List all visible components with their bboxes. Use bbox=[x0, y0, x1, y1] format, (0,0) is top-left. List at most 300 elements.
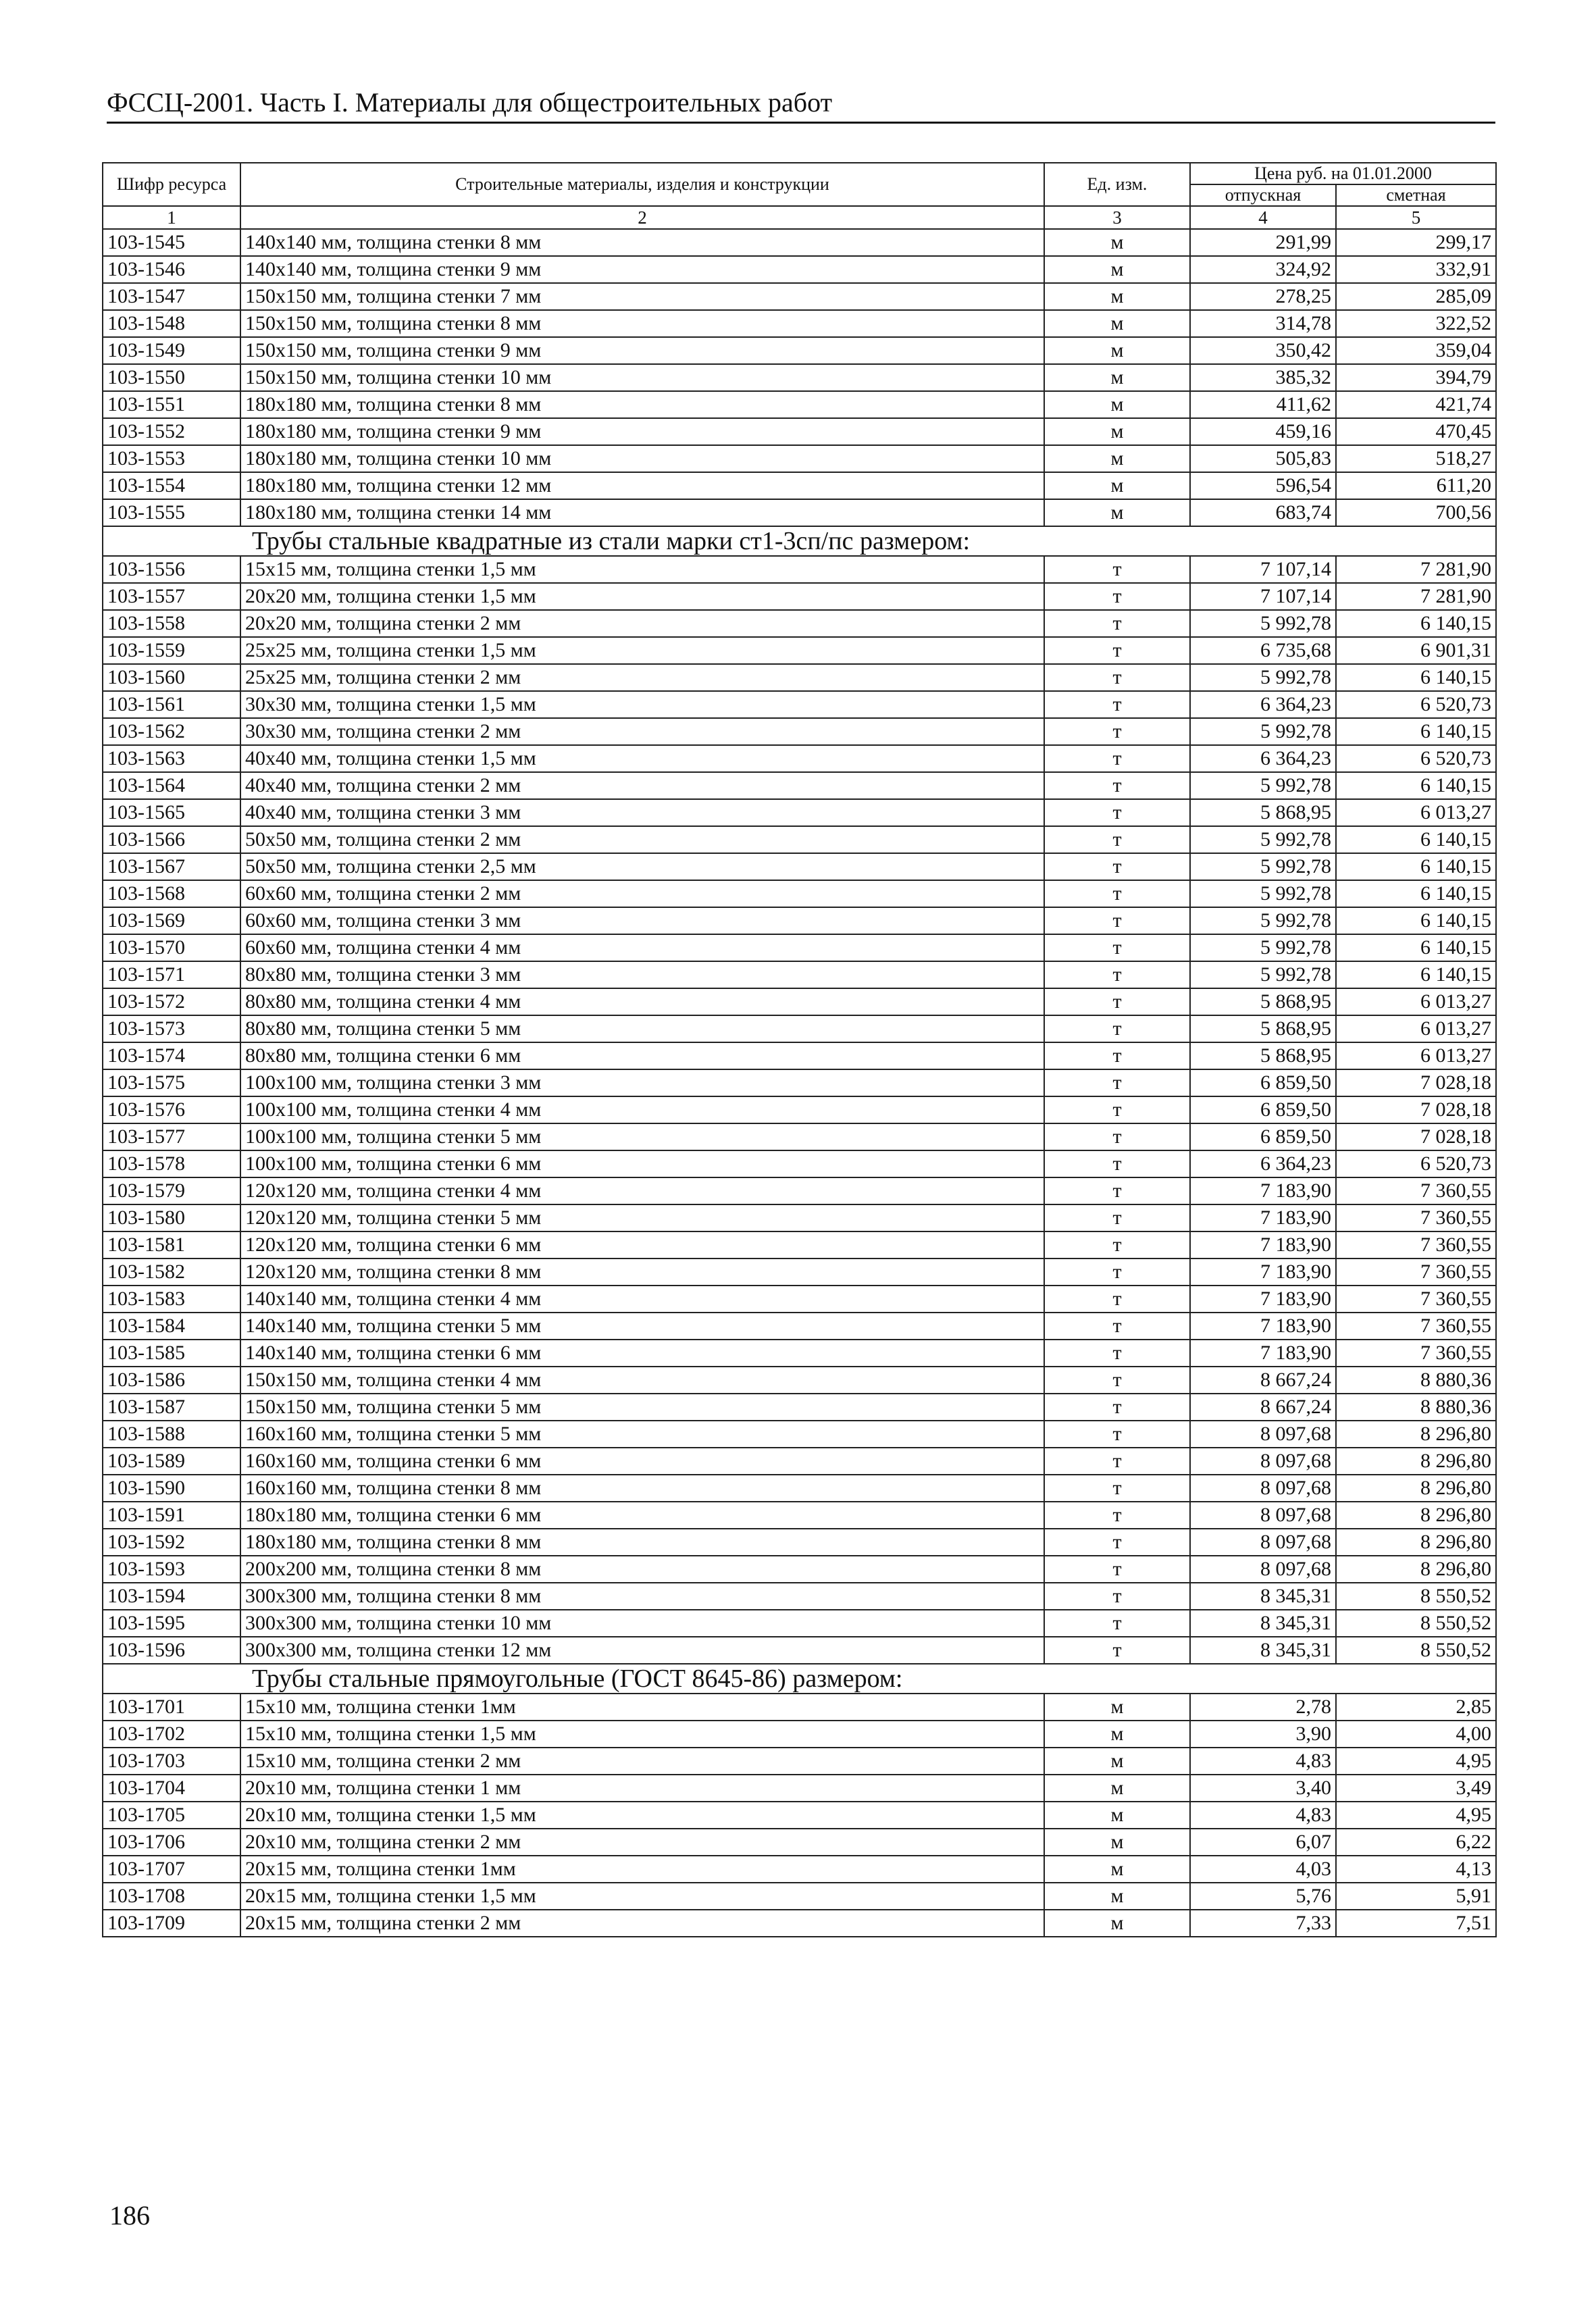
release-price-cell: 5 992,78 bbox=[1190, 907, 1336, 934]
release-price-cell: 7 183,90 bbox=[1190, 1231, 1336, 1259]
estimate-price-cell: 8 550,52 bbox=[1336, 1610, 1496, 1637]
estimate-price-cell: 6 140,15 bbox=[1336, 961, 1496, 988]
table-row bbox=[103, 1583, 1496, 1610]
table-row bbox=[103, 1394, 1496, 1421]
release-price-cell: 6 364,23 bbox=[1190, 745, 1336, 772]
description-cell: 160x160 мм, толщина стенки 5 мм bbox=[240, 1421, 1044, 1448]
description-cell: 80x80 мм, толщина стенки 3 мм bbox=[240, 961, 1044, 988]
description-cell: 40x40 мм, толщина стенки 1,5 мм bbox=[240, 745, 1044, 772]
unit-cell: т bbox=[1044, 1204, 1190, 1231]
release-price-cell: 683,74 bbox=[1190, 499, 1336, 526]
resource-code-cell: 103-1594 bbox=[103, 1583, 240, 1610]
unit-cell: м bbox=[1044, 1910, 1190, 1937]
estimate-price-cell: 8 296,80 bbox=[1336, 1448, 1496, 1475]
unit-cell: м bbox=[1044, 1883, 1190, 1910]
table-row bbox=[103, 853, 1496, 880]
resource-code-cell: 103-1561 bbox=[103, 691, 240, 718]
table-row bbox=[103, 1502, 1496, 1529]
description-cell: 40x40 мм, толщина стенки 3 мм bbox=[240, 799, 1044, 826]
table-row bbox=[103, 1883, 1496, 1910]
table-row bbox=[103, 718, 1496, 745]
description-cell: 150x150 мм, толщина стенки 4 мм bbox=[240, 1367, 1044, 1394]
column-header-release-price: отпускная bbox=[1190, 184, 1336, 206]
estimate-price-cell: 394,79 bbox=[1336, 364, 1496, 391]
release-price-cell: 7,33 bbox=[1190, 1910, 1336, 1937]
description-cell: 15x10 мм, толщина стенки 1,5 мм bbox=[240, 1721, 1044, 1748]
release-price-cell: 5 868,95 bbox=[1190, 799, 1336, 826]
table-row bbox=[103, 772, 1496, 799]
unit-cell: м bbox=[1044, 256, 1190, 283]
unit-cell: м bbox=[1044, 472, 1190, 499]
resource-code-cell: 103-1595 bbox=[103, 1610, 240, 1637]
estimate-price-cell: 8 296,80 bbox=[1336, 1475, 1496, 1502]
resource-code-cell: 103-1562 bbox=[103, 718, 240, 745]
estimate-price-cell: 8 550,52 bbox=[1336, 1637, 1496, 1664]
resource-code-cell: 103-1577 bbox=[103, 1123, 240, 1150]
description-cell: 150x150 мм, толщина стенки 10 мм bbox=[240, 364, 1044, 391]
unit-cell: м bbox=[1044, 310, 1190, 337]
resource-code-cell: 103-1579 bbox=[103, 1177, 240, 1204]
estimate-price-cell: 7 360,55 bbox=[1336, 1204, 1496, 1231]
release-price-cell: 5,76 bbox=[1190, 1883, 1336, 1910]
column-number: 4 bbox=[1190, 206, 1336, 229]
description-cell: 150x150 мм, толщина стенки 9 мм bbox=[240, 337, 1044, 364]
unit-cell: м bbox=[1044, 499, 1190, 526]
release-price-cell: 6 735,68 bbox=[1190, 637, 1336, 664]
description-cell: 15x10 мм, толщина стенки 2 мм bbox=[240, 1748, 1044, 1775]
resource-code-cell: 103-1587 bbox=[103, 1394, 240, 1421]
estimate-price-cell: 7,51 bbox=[1336, 1910, 1496, 1937]
unit-cell: т bbox=[1044, 1177, 1190, 1204]
description-cell: 40x40 мм, толщина стенки 2 мм bbox=[240, 772, 1044, 799]
resource-code-cell: 103-1558 bbox=[103, 610, 240, 637]
resource-code-cell: 103-1709 bbox=[103, 1910, 240, 1937]
resource-code-cell: 103-1582 bbox=[103, 1259, 240, 1286]
unit-cell: т bbox=[1044, 1475, 1190, 1502]
unit-cell: м bbox=[1044, 1829, 1190, 1856]
release-price-cell: 7 183,90 bbox=[1190, 1313, 1336, 1340]
description-cell: 300x300 мм, толщина стенки 8 мм bbox=[240, 1583, 1044, 1610]
unit-cell: м bbox=[1044, 337, 1190, 364]
release-price-cell: 7 183,90 bbox=[1190, 1259, 1336, 1286]
release-price-cell: 5 992,78 bbox=[1190, 934, 1336, 961]
release-price-cell: 5 992,78 bbox=[1190, 610, 1336, 637]
resource-code-cell: 103-1589 bbox=[103, 1448, 240, 1475]
unit-cell: м bbox=[1044, 364, 1190, 391]
description-cell: 120x120 мм, толщина стенки 6 мм bbox=[240, 1231, 1044, 1259]
unit-cell: т bbox=[1044, 772, 1190, 799]
column-number: 5 bbox=[1336, 206, 1496, 229]
release-price-cell: 596,54 bbox=[1190, 472, 1336, 499]
unit-cell: м bbox=[1044, 391, 1190, 418]
description-cell: 180x180 мм, толщина стенки 14 мм bbox=[240, 499, 1044, 526]
unit-cell: т bbox=[1044, 664, 1190, 691]
estimate-price-cell: 8 296,80 bbox=[1336, 1529, 1496, 1556]
unit-cell: т bbox=[1044, 1637, 1190, 1664]
resource-code-cell: 103-1553 bbox=[103, 445, 240, 472]
table-row bbox=[103, 418, 1496, 445]
release-price-cell: 5 992,78 bbox=[1190, 853, 1336, 880]
resource-code-cell: 103-1563 bbox=[103, 745, 240, 772]
description-cell: 140x140 мм, толщина стенки 8 мм bbox=[240, 229, 1044, 256]
description-cell: 100x100 мм, толщина стенки 6 мм bbox=[240, 1150, 1044, 1177]
table-row bbox=[103, 283, 1496, 310]
release-price-cell: 324,92 bbox=[1190, 256, 1336, 283]
resource-code-cell: 103-1570 bbox=[103, 934, 240, 961]
column-header-price-group: Цена руб. на 01.01.2000 bbox=[1190, 163, 1496, 184]
release-price-cell: 8 345,31 bbox=[1190, 1637, 1336, 1664]
resource-code-cell: 103-1571 bbox=[103, 961, 240, 988]
estimate-price-cell: 7 360,55 bbox=[1336, 1313, 1496, 1340]
release-price-cell: 5 992,78 bbox=[1190, 880, 1336, 907]
unit-cell: т bbox=[1044, 1150, 1190, 1177]
resource-code-cell: 103-1584 bbox=[103, 1313, 240, 1340]
estimate-price-cell: 7 281,90 bbox=[1336, 583, 1496, 610]
unit-cell: м bbox=[1044, 283, 1190, 310]
resource-code-cell: 103-1590 bbox=[103, 1475, 240, 1502]
table-row bbox=[103, 337, 1496, 364]
unit-cell: т bbox=[1044, 880, 1190, 907]
estimate-price-cell: 470,45 bbox=[1336, 418, 1496, 445]
table-row bbox=[103, 1042, 1496, 1069]
estimate-price-cell: 332,91 bbox=[1336, 256, 1496, 283]
release-price-cell: 5 992,78 bbox=[1190, 826, 1336, 853]
unit-cell: т bbox=[1044, 556, 1190, 583]
estimate-price-cell: 8 296,80 bbox=[1336, 1421, 1496, 1448]
release-price-cell: 8 097,68 bbox=[1190, 1448, 1336, 1475]
release-price-cell: 505,83 bbox=[1190, 445, 1336, 472]
estimate-price-cell: 6 140,15 bbox=[1336, 826, 1496, 853]
estimate-price-cell: 6 901,31 bbox=[1336, 637, 1496, 664]
estimate-price-cell: 6 140,15 bbox=[1336, 907, 1496, 934]
unit-cell: т bbox=[1044, 988, 1190, 1015]
resource-code-cell: 103-1588 bbox=[103, 1421, 240, 1448]
estimate-price-cell: 3,49 bbox=[1336, 1775, 1496, 1802]
description-cell: 140x140 мм, толщина стенки 6 мм bbox=[240, 1340, 1044, 1367]
estimate-price-cell: 285,09 bbox=[1336, 283, 1496, 310]
release-price-cell: 459,16 bbox=[1190, 418, 1336, 445]
resource-code-cell: 103-1549 bbox=[103, 337, 240, 364]
table-row bbox=[103, 256, 1496, 283]
estimate-price-cell: 7 360,55 bbox=[1336, 1286, 1496, 1313]
section-heading: Трубы стальные квадратные из стали марки ст1-3сп/пс размером: bbox=[103, 526, 1496, 556]
description-cell: 20x15 мм, толщина стенки 1мм bbox=[240, 1856, 1044, 1883]
release-price-cell: 7 183,90 bbox=[1190, 1286, 1336, 1313]
table-row bbox=[103, 1610, 1496, 1637]
estimate-price-cell: 359,04 bbox=[1336, 337, 1496, 364]
table-row bbox=[103, 1231, 1496, 1259]
resource-code-cell: 103-1583 bbox=[103, 1286, 240, 1313]
release-price-cell: 4,83 bbox=[1190, 1802, 1336, 1829]
unit-cell: т bbox=[1044, 1096, 1190, 1123]
table-row bbox=[103, 1367, 1496, 1394]
description-cell: 140x140 мм, толщина стенки 9 мм bbox=[240, 256, 1044, 283]
resource-code-cell: 103-1703 bbox=[103, 1748, 240, 1775]
table-row bbox=[103, 1421, 1496, 1448]
description-cell: 180x180 мм, толщина стенки 10 мм bbox=[240, 445, 1044, 472]
estimate-price-cell: 4,95 bbox=[1336, 1802, 1496, 1829]
table-row bbox=[103, 499, 1496, 526]
resource-code-cell: 103-1707 bbox=[103, 1856, 240, 1883]
estimate-price-cell: 6,22 bbox=[1336, 1829, 1496, 1856]
description-cell: 140x140 мм, толщина стенки 5 мм bbox=[240, 1313, 1044, 1340]
description-cell: 120x120 мм, толщина стенки 5 мм bbox=[240, 1204, 1044, 1231]
unit-cell: т bbox=[1044, 1123, 1190, 1150]
description-cell: 120x120 мм, толщина стенки 4 мм bbox=[240, 1177, 1044, 1204]
description-cell: 300x300 мм, толщина стенки 10 мм bbox=[240, 1610, 1044, 1637]
resource-code-cell: 103-1706 bbox=[103, 1829, 240, 1856]
release-price-cell: 5 992,78 bbox=[1190, 961, 1336, 988]
description-cell: 20x15 мм, толщина стенки 1,5 мм bbox=[240, 1883, 1044, 1910]
resource-code-cell: 103-1581 bbox=[103, 1231, 240, 1259]
description-cell: 180x180 мм, толщина стенки 6 мм bbox=[240, 1502, 1044, 1529]
table-row bbox=[103, 1910, 1496, 1937]
release-price-cell: 8 345,31 bbox=[1190, 1610, 1336, 1637]
table-row bbox=[103, 1775, 1496, 1802]
unit-cell: т bbox=[1044, 1502, 1190, 1529]
description-cell: 20x20 мм, толщина стенки 2 мм bbox=[240, 610, 1044, 637]
resource-code-cell: 103-1546 bbox=[103, 256, 240, 283]
unit-cell: м bbox=[1044, 1802, 1190, 1829]
table-row bbox=[103, 1694, 1496, 1721]
resource-code-cell: 103-1702 bbox=[103, 1721, 240, 1748]
description-cell: 60x60 мм, толщина стенки 3 мм bbox=[240, 907, 1044, 934]
resource-code-cell: 103-1568 bbox=[103, 880, 240, 907]
table-row bbox=[103, 907, 1496, 934]
table-row bbox=[103, 1721, 1496, 1748]
estimate-price-cell: 7 360,55 bbox=[1336, 1177, 1496, 1204]
unit-cell: м bbox=[1044, 229, 1190, 256]
estimate-price-cell: 4,13 bbox=[1336, 1856, 1496, 1883]
release-price-cell: 8 097,68 bbox=[1190, 1421, 1336, 1448]
table-row bbox=[103, 1123, 1496, 1150]
description-cell: 60x60 мм, толщина стенки 2 мм bbox=[240, 880, 1044, 907]
release-price-cell: 7 183,90 bbox=[1190, 1177, 1336, 1204]
description-cell: 20x20 мм, толщина стенки 1,5 мм bbox=[240, 583, 1044, 610]
column-number: 1 bbox=[103, 206, 240, 229]
description-cell: 25x25 мм, толщина стенки 2 мм bbox=[240, 664, 1044, 691]
release-price-cell: 350,42 bbox=[1190, 337, 1336, 364]
unit-cell: т bbox=[1044, 1583, 1190, 1610]
release-price-cell: 6 364,23 bbox=[1190, 1150, 1336, 1177]
table-row bbox=[103, 1204, 1496, 1231]
description-cell: 20x10 мм, толщина стенки 1 мм bbox=[240, 1775, 1044, 1802]
release-price-cell: 7 107,14 bbox=[1190, 556, 1336, 583]
description-cell: 120x120 мм, толщина стенки 8 мм bbox=[240, 1259, 1044, 1286]
unit-cell: м bbox=[1044, 1748, 1190, 1775]
estimate-price-cell: 421,74 bbox=[1336, 391, 1496, 418]
column-header-code: Шифр ресурса bbox=[103, 163, 240, 206]
column-number: 3 bbox=[1044, 206, 1190, 229]
column-header-unit: Ед. изм. bbox=[1044, 163, 1190, 206]
estimate-price-cell: 8 880,36 bbox=[1336, 1367, 1496, 1394]
estimate-price-cell: 6 140,15 bbox=[1336, 880, 1496, 907]
unit-cell: т bbox=[1044, 799, 1190, 826]
table-row bbox=[103, 664, 1496, 691]
unit-cell: т bbox=[1044, 610, 1190, 637]
table-row bbox=[103, 691, 1496, 718]
unit-cell: т bbox=[1044, 1015, 1190, 1042]
table-row bbox=[103, 826, 1496, 853]
description-cell: 180x180 мм, толщина стенки 9 мм bbox=[240, 418, 1044, 445]
resource-code-cell: 103-1574 bbox=[103, 1042, 240, 1069]
release-price-cell: 6 364,23 bbox=[1190, 691, 1336, 718]
unit-cell: м bbox=[1044, 1694, 1190, 1721]
estimate-price-cell: 4,00 bbox=[1336, 1721, 1496, 1748]
description-cell: 300x300 мм, толщина стенки 12 мм bbox=[240, 1637, 1044, 1664]
resource-code-cell: 103-1578 bbox=[103, 1150, 240, 1177]
estimate-price-cell: 6 013,27 bbox=[1336, 1042, 1496, 1069]
estimate-price-cell: 6 013,27 bbox=[1336, 988, 1496, 1015]
resource-code-cell: 103-1701 bbox=[103, 1694, 240, 1721]
description-cell: 150x150 мм, толщина стенки 5 мм bbox=[240, 1394, 1044, 1421]
unit-cell: т bbox=[1044, 934, 1190, 961]
estimate-price-cell: 8 880,36 bbox=[1336, 1394, 1496, 1421]
table-row bbox=[103, 988, 1496, 1015]
release-price-cell: 8 097,68 bbox=[1190, 1475, 1336, 1502]
resource-code-cell: 103-1566 bbox=[103, 826, 240, 853]
description-cell: 80x80 мм, толщина стенки 5 мм bbox=[240, 1015, 1044, 1042]
page-number: 186 bbox=[109, 2200, 150, 2231]
section-heading: Трубы стальные прямоугольные (ГОСТ 8645-86) размером: bbox=[103, 1664, 1496, 1694]
release-price-cell: 411,62 bbox=[1190, 391, 1336, 418]
table-row bbox=[103, 934, 1496, 961]
release-price-cell: 6 859,50 bbox=[1190, 1096, 1336, 1123]
estimate-price-cell: 7 028,18 bbox=[1336, 1096, 1496, 1123]
release-price-cell: 8 667,24 bbox=[1190, 1394, 1336, 1421]
unit-cell: т bbox=[1044, 745, 1190, 772]
table-row bbox=[103, 583, 1496, 610]
description-cell: 100x100 мм, толщина стенки 5 мм bbox=[240, 1123, 1044, 1150]
table-row bbox=[103, 1340, 1496, 1367]
estimate-price-cell: 6 013,27 bbox=[1336, 799, 1496, 826]
release-price-cell: 3,90 bbox=[1190, 1721, 1336, 1748]
page-header: ФССЦ-2001. Часть I. Материалы для общестроительных работ bbox=[107, 86, 1495, 124]
table-row bbox=[103, 610, 1496, 637]
table-row bbox=[103, 1637, 1496, 1664]
description-cell: 15x10 мм, толщина стенки 1мм bbox=[240, 1694, 1044, 1721]
unit-cell: т bbox=[1044, 718, 1190, 745]
table-row bbox=[103, 961, 1496, 988]
resource-code-cell: 103-1580 bbox=[103, 1204, 240, 1231]
table-row bbox=[103, 1150, 1496, 1177]
resource-code-cell: 103-1569 bbox=[103, 907, 240, 934]
release-price-cell: 5 992,78 bbox=[1190, 664, 1336, 691]
table-row bbox=[103, 1529, 1496, 1556]
unit-cell: т bbox=[1044, 637, 1190, 664]
description-cell: 50x50 мм, толщина стенки 2,5 мм bbox=[240, 853, 1044, 880]
resource-code-cell: 103-1576 bbox=[103, 1096, 240, 1123]
resource-code-cell: 103-1565 bbox=[103, 799, 240, 826]
unit-cell: т bbox=[1044, 1313, 1190, 1340]
estimate-price-cell: 7 028,18 bbox=[1336, 1069, 1496, 1096]
release-price-cell: 2,78 bbox=[1190, 1694, 1336, 1721]
estimate-price-cell: 5,91 bbox=[1336, 1883, 1496, 1910]
resource-code-cell: 103-1560 bbox=[103, 664, 240, 691]
release-price-cell: 5 868,95 bbox=[1190, 1042, 1336, 1069]
resource-code-cell: 103-1567 bbox=[103, 853, 240, 880]
table-header-row bbox=[103, 163, 1496, 184]
table-row bbox=[103, 364, 1496, 391]
table-row bbox=[103, 799, 1496, 826]
unit-cell: т bbox=[1044, 853, 1190, 880]
table-row bbox=[103, 1802, 1496, 1829]
unit-cell: т bbox=[1044, 1367, 1190, 1394]
table-row bbox=[103, 1448, 1496, 1475]
resource-code-cell: 103-1596 bbox=[103, 1637, 240, 1664]
description-cell: 50x50 мм, толщина стенки 2 мм bbox=[240, 826, 1044, 853]
estimate-price-cell: 322,52 bbox=[1336, 310, 1496, 337]
description-cell: 80x80 мм, толщина стенки 6 мм bbox=[240, 1042, 1044, 1069]
description-cell: 20x10 мм, толщина стенки 1,5 мм bbox=[240, 1802, 1044, 1829]
resource-code-cell: 103-1552 bbox=[103, 418, 240, 445]
table-row bbox=[103, 880, 1496, 907]
release-price-cell: 8 345,31 bbox=[1190, 1583, 1336, 1610]
resource-code-cell: 103-1575 bbox=[103, 1069, 240, 1096]
column-number-row bbox=[103, 206, 1496, 229]
section-heading-row bbox=[103, 1664, 1496, 1694]
unit-cell: м bbox=[1044, 418, 1190, 445]
unit-cell: т bbox=[1044, 1529, 1190, 1556]
release-price-cell: 278,25 bbox=[1190, 283, 1336, 310]
unit-cell: т bbox=[1044, 583, 1190, 610]
section-heading-row bbox=[103, 526, 1496, 556]
table-row bbox=[103, 745, 1496, 772]
unit-cell: т bbox=[1044, 1286, 1190, 1313]
description-cell: 20x15 мм, толщина стенки 2 мм bbox=[240, 1910, 1044, 1937]
unit-cell: т bbox=[1044, 907, 1190, 934]
estimate-price-cell: 6 140,15 bbox=[1336, 772, 1496, 799]
resource-code-cell: 103-1708 bbox=[103, 1883, 240, 1910]
estimate-price-cell: 6 520,73 bbox=[1336, 691, 1496, 718]
unit-cell: т bbox=[1044, 1394, 1190, 1421]
description-cell: 25x25 мм, толщина стенки 1,5 мм bbox=[240, 637, 1044, 664]
resource-code-cell: 103-1547 bbox=[103, 283, 240, 310]
release-price-cell: 8 097,68 bbox=[1190, 1502, 1336, 1529]
estimate-price-cell: 7 028,18 bbox=[1336, 1123, 1496, 1150]
description-cell: 140x140 мм, толщина стенки 4 мм bbox=[240, 1286, 1044, 1313]
estimate-price-cell: 8 296,80 bbox=[1336, 1556, 1496, 1583]
release-price-cell: 6 859,50 bbox=[1190, 1123, 1336, 1150]
description-cell: 180x180 мм, толщина стенки 8 мм bbox=[240, 391, 1044, 418]
estimate-price-cell: 700,56 bbox=[1336, 499, 1496, 526]
estimate-price-cell: 6 140,15 bbox=[1336, 718, 1496, 745]
table-row bbox=[103, 1856, 1496, 1883]
estimate-price-cell: 7 360,55 bbox=[1336, 1340, 1496, 1367]
unit-cell: т bbox=[1044, 1610, 1190, 1637]
table-row bbox=[103, 472, 1496, 499]
table-row bbox=[103, 556, 1496, 583]
table-row bbox=[103, 1286, 1496, 1313]
unit-cell: т bbox=[1044, 691, 1190, 718]
resource-code-cell: 103-1585 bbox=[103, 1340, 240, 1367]
column-number: 2 bbox=[240, 206, 1044, 229]
table-row bbox=[103, 1556, 1496, 1583]
estimate-price-cell: 7 360,55 bbox=[1336, 1259, 1496, 1286]
estimate-price-cell: 518,27 bbox=[1336, 445, 1496, 472]
resource-code-cell: 103-1548 bbox=[103, 310, 240, 337]
table-row bbox=[103, 1748, 1496, 1775]
release-price-cell: 8 667,24 bbox=[1190, 1367, 1336, 1394]
release-price-cell: 314,78 bbox=[1190, 310, 1336, 337]
release-price-cell: 7 183,90 bbox=[1190, 1340, 1336, 1367]
resource-code-cell: 103-1555 bbox=[103, 499, 240, 526]
table-row bbox=[103, 229, 1496, 256]
resource-code-cell: 103-1704 bbox=[103, 1775, 240, 1802]
estimate-price-cell: 8 550,52 bbox=[1336, 1583, 1496, 1610]
table-row bbox=[103, 1259, 1496, 1286]
resource-code-cell: 103-1573 bbox=[103, 1015, 240, 1042]
